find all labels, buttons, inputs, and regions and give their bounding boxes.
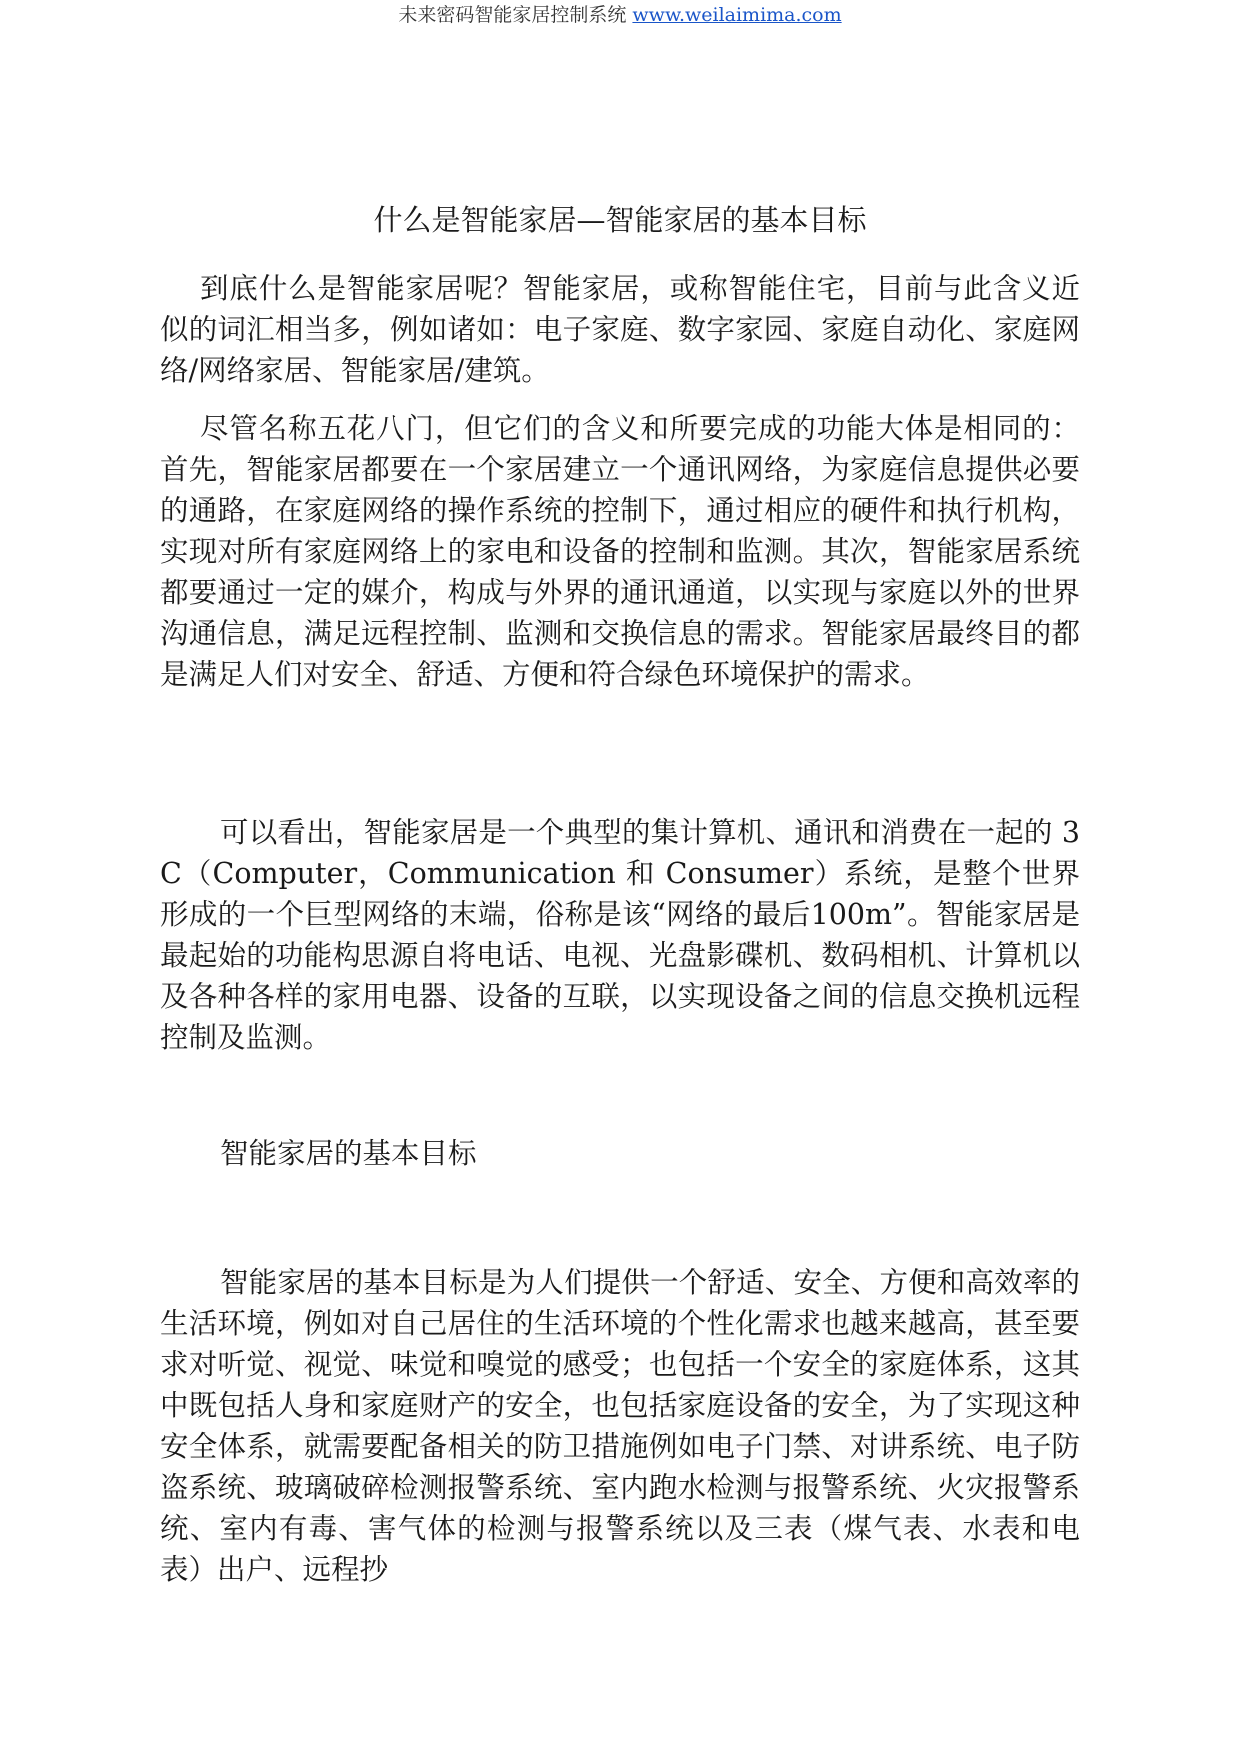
paragraph-definition: 到底什么是智能家居呢？智能家居，或称智能住宅，目前与此含义近似的词汇相当多，例如诸如：电子家庭、数字家园、家庭自动化、家庭网络/网络家居、智能家居/建筑。 (160, 272, 1080, 387)
header-text: 未来密码智能家居控制系统 (398, 4, 627, 26)
page-header (0, 0, 1240, 34)
paragraph-functions: 尽管名称五花八门，但它们的含义和所要完成的功能大体是相同的：首先，智能家居都要在一个家居建立一个通讯网络，为家庭信息提供必要的通路，在家庭网络的操作系统的控制下，通过相应的硬件和执行机构，实现对所有家庭网络上的家电和设备的控制和监测。其次，智能家居系统都要通过一定的媒介，构成与外界的通讯通道，以实现与家庭以外的世界沟通信息，满足远程控制、监测和交换信息的需求。智能家居最终目的都是满足人们对安全、舒适、方便和符合绿色环境保护的需求。 (160, 412, 1080, 691)
header-link[interactable]: www.weilaimima.com (632, 4, 842, 26)
document-title: 什么是智能家居—智能家居的基本目标 (373, 203, 867, 237)
paragraph-3c-system: 可以看出，智能家居是一个典型的集计算机、通讯和消费在一起的 3C（Computer，Communication 和 Consumer）系统，是整个世界形成的一个巨型网络的末端，俗称是该“网络的最后100m”。智能家居是最起始的功能构思源自将电话、电视、光盘影碟机、数码相机、计算机以及各种各样的家用电器、设备的互联，以实现设备之间的信息交换机远程控制及监测。 (160, 816, 1080, 1054)
section-subheading: 智能家居的基本目标 (220, 1137, 477, 1170)
paragraph-basic-goals: 智能家居的基本目标是为人们提供一个舒适、安全、方便和高效率的生活环境，例如对自己居住的生活环境的个性化需求也越来越高，甚至要求对听觉、视觉、味觉和嗅觉的感受；也包括一个安全的家庭体系，这其中既包括人身和家庭财产的安全，也包括家庭设备的安全，为了实现这种安全体系，就需要配备相关的防卫措施例如电子门禁、对讲系统、电子防盗系统、玻璃破碎检测报警系统、室内跑水检测与报警系统、火灾报警系统、室内有毒、害气体的检测与报警系统以及三表（煤气表、水表和电表）出户、远程抄 (160, 1266, 1080, 1586)
